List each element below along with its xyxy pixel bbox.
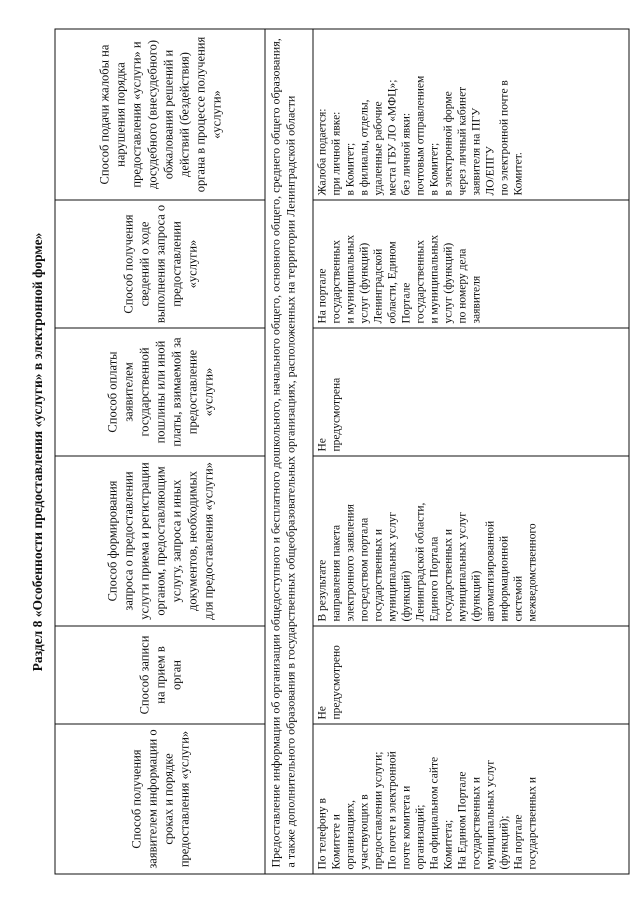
cell-line: (функций) <box>400 570 413 622</box>
header-row <box>55 29 265 874</box>
cell-line: через личный кабинет <box>456 86 469 196</box>
cell-line: по номеру дела <box>456 248 469 324</box>
table-row <box>313 29 629 874</box>
cell-line: государственных и <box>372 528 385 622</box>
cell-line: почтовым отправлением <box>414 75 427 196</box>
cell-line: в филиалы, отделы, <box>358 99 371 196</box>
cell-line: (функций); <box>498 815 511 870</box>
cell-line: Комитета; <box>442 819 455 870</box>
services-table <box>55 29 630 875</box>
cell-line: государственных <box>330 239 343 324</box>
section-title: Раздел 8 «Особенности предоставления «услуги» в электронной форме» <box>30 232 45 672</box>
cell-line: заявителя на ПГУ <box>470 107 483 196</box>
cell-line: Комитете и <box>330 814 343 870</box>
cell-line: в Комитет; <box>344 142 357 196</box>
cell-line: услуг (функций) <box>442 242 455 324</box>
cell-line: предусмотрено <box>330 645 343 720</box>
cell-line: электронного заявления <box>344 504 357 622</box>
cell-line: информационной <box>498 535 511 622</box>
cell-line: В результате <box>316 559 329 622</box>
cell-info-method <box>313 724 629 874</box>
cell-line: Комитет. <box>512 152 525 196</box>
cell-line: По почте и электронной <box>386 751 399 870</box>
service-name: Предоставление информации об организации общедоступного и бесплатного дошкольного, начального общего, основного общего, среднего общего образования, а также дополнительного образования в государственных общеобразовательных организациях, расположенных на территории Ленинградской области <box>265 29 313 874</box>
header-complaint-method: Способ подачи жалобы на нарушения порядка предоставления «услуги» и досудебного (внесудебного) обжалования решений и действий (бездействия) органа в процессе получения «услуги» <box>55 29 265 200</box>
cell-line: межведомственного <box>526 523 539 622</box>
cell-line: Жалоба подается: <box>316 108 329 196</box>
cell-line: государственных и <box>442 528 455 622</box>
cell-line: предусмотрена <box>330 377 343 452</box>
cell-line: муниципальных услуг <box>484 759 497 870</box>
cell-line: и муниципальных <box>428 234 441 324</box>
cell-line: По телефону в <box>316 798 329 870</box>
cell-status-method <box>313 200 629 328</box>
cell-line: Ленинградской области, <box>414 502 427 622</box>
rotated-page <box>55 30 630 875</box>
cell-line: Единого Портала <box>428 536 441 622</box>
cell-line: посредством портала <box>358 517 371 622</box>
cell-line: при личной явке: <box>330 111 343 196</box>
cell-line: Не <box>316 438 329 452</box>
cell-line: муниципальных услуг <box>386 511 399 622</box>
cell-line: муниципальных услуг <box>456 511 469 622</box>
cell-line: государственных <box>414 239 427 324</box>
cell-complaint-method <box>313 29 629 200</box>
cell-line: ЛО/ЕПГУ <box>484 146 497 196</box>
cell-line: На Едином Портале <box>456 771 469 870</box>
cell-line: направления пакета <box>330 524 343 622</box>
header-status-method: Способ получения сведений о ходе выполнения запроса о предоставлении «услуги» <box>55 200 265 328</box>
header-info-method: Способ получения заявителем информации о сроках и порядке предоставления «услуги» <box>55 724 265 874</box>
cell-line: организаций; <box>414 804 427 870</box>
cell-line: участвующих в <box>358 794 371 870</box>
cell-line: государственных и <box>526 776 539 870</box>
cell-line: Ленинградской <box>372 248 385 324</box>
cell-line: и муниципальных <box>344 234 357 324</box>
cell-appointment-method <box>313 626 629 724</box>
cell-line: На портале <box>316 268 329 324</box>
cell-line: места ГБУ ЛО «МФЦ»; <box>386 79 399 196</box>
cell-line: по электронной почте в <box>498 80 511 196</box>
cell-line: удаленные рабочие <box>372 101 385 196</box>
cell-line: организациях, <box>344 800 357 870</box>
header-appointment-method: Способ записи на прием в орган <box>55 626 265 724</box>
cell-line: услуг (функций) <box>358 242 371 324</box>
cell-line: Портале <box>400 282 413 324</box>
cell-line: системой <box>512 575 525 622</box>
cell-line: (функций) <box>470 570 483 622</box>
cell-payment-method <box>313 328 629 456</box>
cell-line: Не <box>316 706 329 720</box>
cell-line: предоставлении услуги; <box>372 751 385 870</box>
header-payment-method: Способ оплаты заявителем государственной пошлины или иной платы, взимаемой за предоставление «услуги» <box>55 328 265 456</box>
cell-line: На портале <box>512 814 525 870</box>
cell-line: На официальном сайте <box>428 756 441 870</box>
cell-line: области, Едином <box>386 241 399 324</box>
cell-request-method <box>313 456 629 626</box>
cell-line: в электронной форме <box>442 91 455 196</box>
service-name-row <box>265 29 313 874</box>
cell-line: государственных и <box>470 776 483 870</box>
cell-line: без личной явки: <box>400 112 413 196</box>
cell-line: почте комитета и <box>400 785 413 870</box>
cell-line: заявителя <box>470 275 483 324</box>
cell-line: в Комитет; <box>428 142 441 196</box>
header-request-method: Способ формирования запроса о предоставлении услуги приема и регистрации органом, предоставляющим услугу, запроса и иных документов, необходимых для предоставления «услуги» <box>55 456 265 626</box>
cell-line: автоматизированной <box>484 520 497 622</box>
